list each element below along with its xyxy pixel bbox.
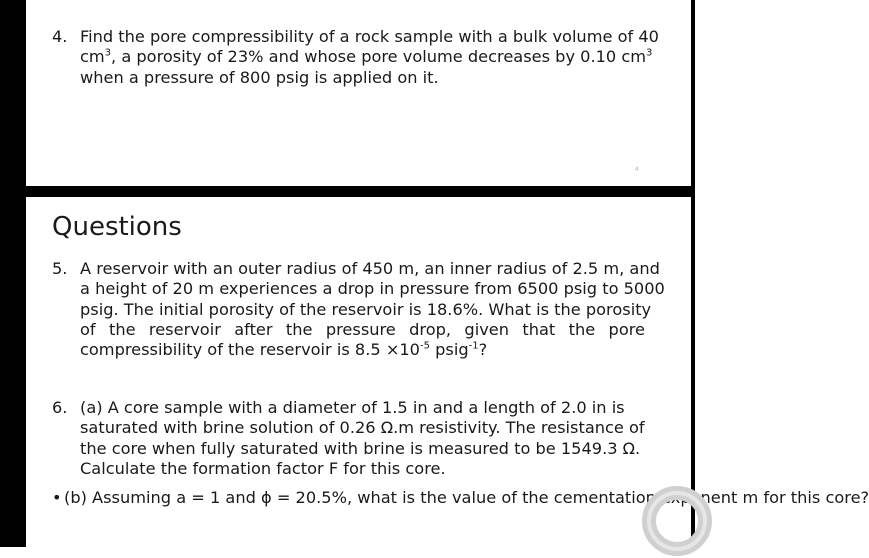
question-line: Calculate the formation factor F for this core. [80, 458, 446, 478]
question-line: (b) Assuming a = 1 and ϕ = 20.5%, what is the value of the cementation [64, 488, 656, 507]
left-border [0, 0, 26, 547]
slide-divider [26, 186, 695, 197]
section-heading: Questions [52, 212, 182, 242]
question-line: A reservoir with an outer radius of 450 m, an inner radius of 2.5 m, and [80, 259, 660, 278]
question-line: of the reservoir after the pressure drop, given that the pore [80, 319, 645, 339]
question-line: psig. The initial porosity of the reservoir is 18.6%. What is the porosity [80, 299, 652, 319]
question-line: when a pressure of 800 psig is applied on it. [80, 67, 439, 87]
question-line: saturated with brine solution of 0.26 Ω.m resistivity. The resistance of [80, 418, 645, 438]
question-number: 4. [52, 27, 68, 46]
loading-ring-icon [640, 484, 714, 558]
question-line: the core when fully saturated with brine is measured to be 1549.3 Ω. [80, 438, 641, 458]
right-border [691, 0, 695, 547]
question-line: compressibility of the reservoir is $8.5 \times 10^{-5}$ psig$^{-1}$? [80, 340, 488, 360]
question-line: a height of 20 m experiences a drop in pressure from 6500 psig to 5000 [80, 279, 665, 299]
question-number: 6. [52, 398, 68, 417]
question-line: Find the pore compressibility of a rock sample with a bulk volume of 40 [80, 27, 659, 46]
question-line: (a) A core sample with a diameter of 1.5 in and a length of 2.0 in is [80, 398, 625, 417]
question-line: $cm^3$, a porosity of 23% and whose pore volume decreases by 0.10 $cm^3$ [80, 47, 653, 67]
slide-page-number: 4 [635, 166, 639, 173]
question-line: exponent m for this core? [661, 488, 869, 507]
bullet-marker: • [52, 488, 62, 507]
question-number: 5. [52, 259, 68, 278]
